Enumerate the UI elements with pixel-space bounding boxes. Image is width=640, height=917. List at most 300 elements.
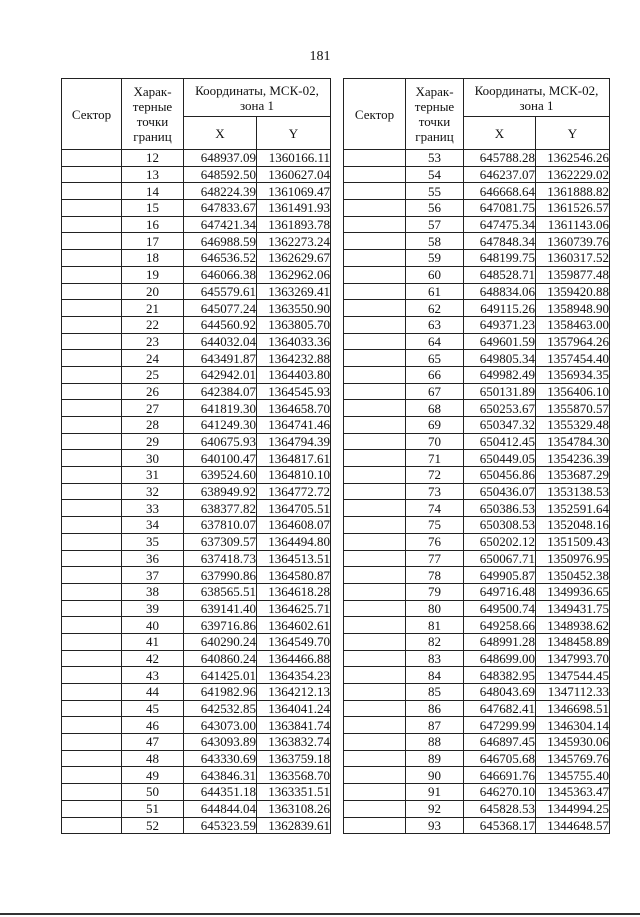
y-coordinate-cell: 1344994.25: [536, 800, 610, 817]
point-number-cell: 41: [122, 633, 184, 650]
table-row: [344, 383, 610, 400]
sector-cell: [344, 400, 406, 417]
table-row: [62, 300, 331, 317]
y-coordinate-cell: 1360739.76: [536, 233, 610, 250]
point-number-cell: 32: [122, 483, 184, 500]
point-number-cell: 23: [122, 333, 184, 350]
x-coordinate-cell: 642532.85: [184, 700, 257, 717]
point-number-cell: 66: [406, 366, 464, 383]
sector-cell: [62, 533, 122, 550]
table-row: [62, 266, 331, 283]
y-coordinate-cell: 1361143.06: [536, 216, 610, 233]
x-coordinate-cell: 637309.57: [184, 533, 257, 550]
y-coordinate-cell: 1362629.67: [257, 250, 331, 267]
x-coordinate-cell: 648834.06: [464, 283, 536, 300]
y-coordinate-cell: 1346698.51: [536, 700, 610, 717]
point-number-cell: 64: [406, 333, 464, 350]
y-coordinate-cell: 1345769.76: [536, 750, 610, 767]
table-row: [344, 517, 610, 534]
point-number-cell: 24: [122, 350, 184, 367]
sector-cell: [62, 383, 122, 400]
x-coordinate-cell: 649371.23: [464, 316, 536, 333]
x-coordinate-cell: 647081.75: [464, 200, 536, 217]
x-coordinate-cell: 650449.05: [464, 450, 536, 467]
header-y: Y: [536, 117, 610, 150]
x-coordinate-cell: 648199.75: [464, 250, 536, 267]
point-number-cell: 47: [122, 734, 184, 751]
y-coordinate-cell: 1364772.72: [257, 483, 331, 500]
table-row: [62, 750, 331, 767]
x-coordinate-cell: 646897.45: [464, 734, 536, 751]
sector-cell: [344, 283, 406, 300]
x-coordinate-cell: 641982.96: [184, 684, 257, 701]
table-row: [62, 233, 331, 250]
point-number-cell: 87: [406, 717, 464, 734]
y-coordinate-cell: 1354236.39: [536, 450, 610, 467]
point-number-cell: 42: [122, 650, 184, 667]
x-coordinate-cell: 645323.59: [184, 817, 257, 834]
point-number-cell: 52: [122, 817, 184, 834]
table-row: [62, 200, 331, 217]
sector-cell: [344, 567, 406, 584]
point-number-cell: 54: [406, 166, 464, 183]
x-coordinate-cell: 646237.07: [464, 166, 536, 183]
point-number-cell: 16: [122, 216, 184, 233]
point-number-cell: 69: [406, 417, 464, 434]
x-coordinate-cell: 642942.01: [184, 366, 257, 383]
sector-cell: [344, 383, 406, 400]
x-coordinate-cell: 646536.52: [184, 250, 257, 267]
sector-cell: [62, 667, 122, 684]
y-coordinate-cell: 1361069.47: [257, 183, 331, 200]
x-coordinate-cell: 647682.41: [464, 700, 536, 717]
sector-cell: [62, 817, 122, 834]
y-coordinate-cell: 1346304.14: [536, 717, 610, 734]
y-coordinate-cell: 1345930.06: [536, 734, 610, 751]
point-number-cell: 55: [406, 183, 464, 200]
sector-cell: [62, 433, 122, 450]
y-coordinate-cell: 1364810.10: [257, 467, 331, 484]
table-row: [344, 700, 610, 717]
x-coordinate-cell: 646988.59: [184, 233, 257, 250]
x-coordinate-cell: 649805.34: [464, 350, 536, 367]
y-coordinate-cell: 1347112.33: [536, 684, 610, 701]
table-row: [344, 233, 610, 250]
point-number-cell: 38: [122, 583, 184, 600]
y-coordinate-cell: 1364618.28: [257, 583, 331, 600]
table-row: [344, 750, 610, 767]
header-points: Харак-терные точки границ: [122, 79, 184, 150]
x-coordinate-cell: 639716.86: [184, 617, 257, 634]
sector-cell: [344, 650, 406, 667]
y-coordinate-cell: 1361893.78: [257, 216, 331, 233]
point-number-cell: 18: [122, 250, 184, 267]
point-number-cell: 88: [406, 734, 464, 751]
sector-cell: [344, 483, 406, 500]
point-number-cell: 29: [122, 433, 184, 450]
table-row: [62, 567, 331, 584]
table-row: [62, 250, 331, 267]
sector-cell: [344, 216, 406, 233]
y-coordinate-cell: 1361888.82: [536, 183, 610, 200]
point-number-cell: 60: [406, 266, 464, 283]
sector-cell: [62, 467, 122, 484]
x-coordinate-cell: 650436.07: [464, 483, 536, 500]
table-row: [62, 533, 331, 550]
x-coordinate-cell: 649601.59: [464, 333, 536, 350]
table-row: [62, 684, 331, 701]
sector-cell: [344, 784, 406, 801]
sector-cell: [344, 633, 406, 650]
x-coordinate-cell: 647833.67: [184, 200, 257, 217]
y-coordinate-cell: 1344648.57: [536, 817, 610, 834]
header-sector: Сектор: [62, 79, 122, 150]
y-coordinate-cell: 1357964.26: [536, 333, 610, 350]
table-row: [62, 283, 331, 300]
sector-cell: [344, 550, 406, 567]
table-row: [62, 166, 331, 183]
sector-cell: [62, 633, 122, 650]
point-number-cell: 80: [406, 600, 464, 617]
table-row: [344, 800, 610, 817]
point-number-cell: 50: [122, 784, 184, 801]
table-row: [344, 316, 610, 333]
x-coordinate-cell: 647475.34: [464, 216, 536, 233]
x-coordinate-cell: 644844.04: [184, 800, 257, 817]
point-number-cell: 43: [122, 667, 184, 684]
point-number-cell: 22: [122, 316, 184, 333]
y-coordinate-cell: 1363841.74: [257, 717, 331, 734]
y-coordinate-cell: 1360317.52: [536, 250, 610, 267]
table-row: [62, 784, 331, 801]
sector-cell: [344, 467, 406, 484]
point-number-cell: 13: [122, 166, 184, 183]
y-coordinate-cell: 1362229.02: [536, 166, 610, 183]
sector-cell: [344, 250, 406, 267]
y-coordinate-cell: 1363269.41: [257, 283, 331, 300]
y-coordinate-cell: 1362839.61: [257, 817, 331, 834]
point-number-cell: 48: [122, 750, 184, 767]
x-coordinate-cell: 649905.87: [464, 567, 536, 584]
table-row: [344, 583, 610, 600]
point-number-cell: 30: [122, 450, 184, 467]
x-coordinate-cell: 643073.00: [184, 717, 257, 734]
sector-cell: [62, 366, 122, 383]
table-row: [62, 366, 331, 383]
point-number-cell: 86: [406, 700, 464, 717]
sector-cell: [62, 583, 122, 600]
y-coordinate-cell: 1350452.38: [536, 567, 610, 584]
x-coordinate-cell: 648382.95: [464, 667, 536, 684]
point-number-cell: 75: [406, 517, 464, 534]
x-coordinate-cell: 648991.28: [464, 633, 536, 650]
point-number-cell: 91: [406, 784, 464, 801]
y-coordinate-cell: 1349936.65: [536, 583, 610, 600]
point-number-cell: 28: [122, 417, 184, 434]
table-row: [344, 500, 610, 517]
table-row: [62, 483, 331, 500]
sector-cell: [344, 767, 406, 784]
y-coordinate-cell: 1364705.51: [257, 500, 331, 517]
table-row: [62, 383, 331, 400]
point-number-cell: 76: [406, 533, 464, 550]
table-row: [62, 650, 331, 667]
point-number-cell: 51: [122, 800, 184, 817]
point-number-cell: 34: [122, 517, 184, 534]
point-number-cell: 15: [122, 200, 184, 217]
y-coordinate-cell: 1359420.88: [536, 283, 610, 300]
y-coordinate-cell: 1364602.61: [257, 617, 331, 634]
table-row: [344, 817, 610, 834]
sector-cell: [62, 233, 122, 250]
y-coordinate-cell: 1358463.00: [536, 316, 610, 333]
sector-cell: [344, 166, 406, 183]
table-row: [344, 667, 610, 684]
x-coordinate-cell: 637990.86: [184, 567, 257, 584]
table-row: [344, 283, 610, 300]
x-coordinate-cell: 650412.45: [464, 433, 536, 450]
table-row: [344, 633, 610, 650]
point-number-cell: 17: [122, 233, 184, 250]
y-coordinate-cell: 1345755.40: [536, 767, 610, 784]
table-row: [62, 550, 331, 567]
sector-cell: [62, 283, 122, 300]
y-coordinate-cell: 1364794.39: [257, 433, 331, 450]
table-row: [344, 784, 610, 801]
table-row: [62, 216, 331, 233]
table-row: [344, 366, 610, 383]
table-row: [344, 433, 610, 450]
sector-cell: [62, 150, 122, 167]
point-number-cell: 82: [406, 633, 464, 650]
point-number-cell: 20: [122, 283, 184, 300]
point-number-cell: 44: [122, 684, 184, 701]
table-row: [62, 450, 331, 467]
point-number-cell: 49: [122, 767, 184, 784]
x-coordinate-cell: 650067.71: [464, 550, 536, 567]
point-number-cell: 78: [406, 567, 464, 584]
point-number-cell: 35: [122, 533, 184, 550]
table-row: [62, 734, 331, 751]
y-coordinate-cell: 1363550.90: [257, 300, 331, 317]
table-row: [344, 717, 610, 734]
x-coordinate-cell: 650347.32: [464, 417, 536, 434]
table-row: [62, 617, 331, 634]
x-coordinate-cell: 649258.66: [464, 617, 536, 634]
table-row: [344, 567, 610, 584]
x-coordinate-cell: 641425.01: [184, 667, 257, 684]
y-coordinate-cell: 1362546.26: [536, 150, 610, 167]
y-coordinate-cell: 1363568.70: [257, 767, 331, 784]
x-coordinate-cell: 650131.89: [464, 383, 536, 400]
y-coordinate-cell: 1355870.57: [536, 400, 610, 417]
y-coordinate-cell: 1352048.16: [536, 517, 610, 534]
sector-cell: [62, 517, 122, 534]
point-number-cell: 53: [406, 150, 464, 167]
x-coordinate-cell: 638565.51: [184, 583, 257, 600]
sector-cell: [344, 433, 406, 450]
table-row: [344, 150, 610, 167]
table-row: [62, 467, 331, 484]
table-row: [344, 200, 610, 217]
sector-cell: [344, 583, 406, 600]
sector-cell: [344, 734, 406, 751]
y-coordinate-cell: 1356406.10: [536, 383, 610, 400]
table-row: [344, 216, 610, 233]
sector-cell: [62, 800, 122, 817]
point-number-cell: 67: [406, 383, 464, 400]
table-row: [344, 600, 610, 617]
table-body-left: [62, 150, 331, 834]
y-coordinate-cell: 1352591.64: [536, 500, 610, 517]
y-coordinate-cell: 1364545.93: [257, 383, 331, 400]
header-points: Харак-терные точки границ: [406, 79, 464, 150]
sector-cell: [62, 266, 122, 283]
x-coordinate-cell: 648699.00: [464, 650, 536, 667]
point-number-cell: 71: [406, 450, 464, 467]
x-coordinate-cell: 648592.50: [184, 166, 257, 183]
x-coordinate-cell: 649115.26: [464, 300, 536, 317]
header-sector: Сектор: [344, 79, 406, 150]
x-coordinate-cell: 647848.34: [464, 233, 536, 250]
y-coordinate-cell: 1364041.24: [257, 700, 331, 717]
sector-cell: [62, 483, 122, 500]
x-coordinate-cell: 637418.73: [184, 550, 257, 567]
x-coordinate-cell: 648528.71: [464, 266, 536, 283]
y-coordinate-cell: 1362962.06: [257, 266, 331, 283]
sector-cell: [62, 734, 122, 751]
x-coordinate-cell: 638949.92: [184, 483, 257, 500]
point-number-cell: 79: [406, 583, 464, 600]
y-coordinate-cell: 1364580.87: [257, 567, 331, 584]
x-coordinate-cell: 647299.99: [464, 717, 536, 734]
point-number-cell: 33: [122, 500, 184, 517]
x-coordinate-cell: 647421.34: [184, 216, 257, 233]
sector-cell: [344, 316, 406, 333]
x-coordinate-cell: 639524.60: [184, 467, 257, 484]
header-y: Y: [257, 117, 331, 150]
header-x: X: [184, 117, 257, 150]
y-coordinate-cell: 1348938.62: [536, 617, 610, 634]
sector-cell: [344, 750, 406, 767]
table-row: [62, 417, 331, 434]
y-coordinate-cell: 1364658.70: [257, 400, 331, 417]
sector-cell: [344, 233, 406, 250]
y-coordinate-cell: 1364232.88: [257, 350, 331, 367]
x-coordinate-cell: 641249.30: [184, 417, 257, 434]
point-number-cell: 26: [122, 383, 184, 400]
point-number-cell: 12: [122, 150, 184, 167]
y-coordinate-cell: 1349431.75: [536, 600, 610, 617]
y-coordinate-cell: 1364817.61: [257, 450, 331, 467]
table-row: [62, 150, 331, 167]
table-row: [344, 467, 610, 484]
sector-cell: [344, 684, 406, 701]
table-row: [62, 316, 331, 333]
sector-cell: [344, 600, 406, 617]
x-coordinate-cell: 645368.17: [464, 817, 536, 834]
point-number-cell: 61: [406, 283, 464, 300]
x-coordinate-cell: 650386.53: [464, 500, 536, 517]
y-coordinate-cell: 1363805.70: [257, 316, 331, 333]
y-coordinate-cell: 1364513.51: [257, 550, 331, 567]
table-row: [62, 700, 331, 717]
y-coordinate-cell: 1358948.90: [536, 300, 610, 317]
sector-cell: [344, 266, 406, 283]
point-number-cell: 73: [406, 483, 464, 500]
point-number-cell: 27: [122, 400, 184, 417]
sector-cell: [62, 717, 122, 734]
y-coordinate-cell: 1364549.70: [257, 633, 331, 650]
sector-cell: [62, 333, 122, 350]
table-row: [344, 684, 610, 701]
table-row: [62, 667, 331, 684]
table-row: [62, 767, 331, 784]
sector-cell: [344, 517, 406, 534]
x-coordinate-cell: 638377.82: [184, 500, 257, 517]
x-coordinate-cell: 646066.38: [184, 266, 257, 283]
y-coordinate-cell: 1363759.18: [257, 750, 331, 767]
sector-cell: [62, 350, 122, 367]
sector-cell: [62, 767, 122, 784]
x-coordinate-cell: 648937.09: [184, 150, 257, 167]
x-coordinate-cell: 637810.07: [184, 517, 257, 534]
sector-cell: [62, 450, 122, 467]
point-number-cell: 72: [406, 467, 464, 484]
table-row: [62, 333, 331, 350]
table-row: [62, 583, 331, 600]
y-coordinate-cell: 1348458.89: [536, 633, 610, 650]
x-coordinate-cell: 646705.68: [464, 750, 536, 767]
sector-cell: [344, 817, 406, 834]
y-coordinate-cell: 1361491.93: [257, 200, 331, 217]
point-number-cell: 74: [406, 500, 464, 517]
y-coordinate-cell: 1347993.70: [536, 650, 610, 667]
x-coordinate-cell: 643093.89: [184, 734, 257, 751]
point-number-cell: 39: [122, 600, 184, 617]
sector-cell: [344, 333, 406, 350]
sector-cell: [62, 567, 122, 584]
x-coordinate-cell: 643330.69: [184, 750, 257, 767]
point-number-cell: 59: [406, 250, 464, 267]
point-number-cell: 84: [406, 667, 464, 684]
sector-cell: [344, 500, 406, 517]
table-row: [62, 633, 331, 650]
x-coordinate-cell: 643846.31: [184, 767, 257, 784]
sector-cell: [344, 667, 406, 684]
point-number-cell: 83: [406, 650, 464, 667]
table-row: [344, 417, 610, 434]
table-row: [344, 266, 610, 283]
x-coordinate-cell: 646691.76: [464, 767, 536, 784]
y-coordinate-cell: 1361526.57: [536, 200, 610, 217]
point-number-cell: 81: [406, 617, 464, 634]
point-number-cell: 46: [122, 717, 184, 734]
point-number-cell: 36: [122, 550, 184, 567]
table-row: [344, 617, 610, 634]
point-number-cell: 70: [406, 433, 464, 450]
y-coordinate-cell: 1362273.24: [257, 233, 331, 250]
table-row: [62, 517, 331, 534]
x-coordinate-cell: 644560.92: [184, 316, 257, 333]
coordinates-table-right: [343, 78, 610, 834]
y-coordinate-cell: 1356934.35: [536, 366, 610, 383]
point-number-cell: 68: [406, 400, 464, 417]
x-coordinate-cell: 640100.47: [184, 450, 257, 467]
sector-cell: [344, 700, 406, 717]
y-coordinate-cell: 1350976.95: [536, 550, 610, 567]
sector-cell: [62, 500, 122, 517]
